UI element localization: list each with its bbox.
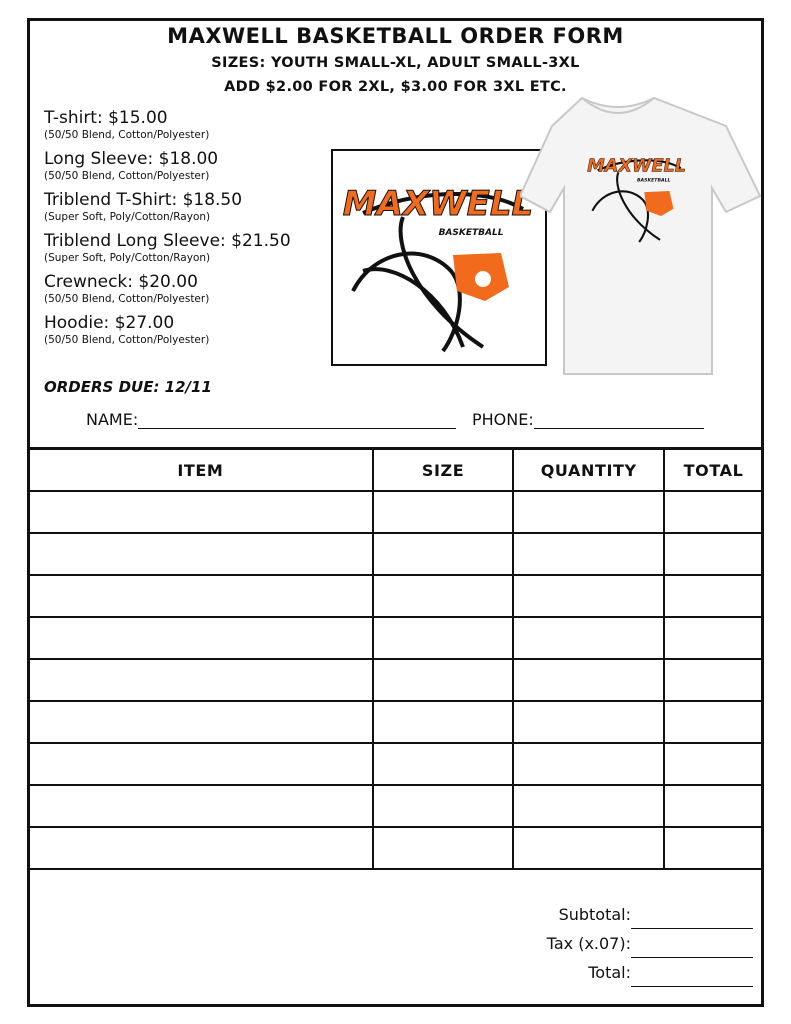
logo-box (331, 149, 547, 366)
price-name: T-shirt: $15.00 (44, 108, 168, 128)
item-cell[interactable] (28, 491, 373, 533)
basketball-logo (333, 151, 544, 363)
sizes-line: SIZES: YOUTH SMALL-XL, ADULT SMALL-3XL (211, 55, 580, 71)
item-cell[interactable] (28, 533, 373, 575)
item-cell[interactable] (28, 743, 373, 785)
total-cell[interactable] (664, 743, 763, 785)
table-row (28, 533, 763, 575)
total-row[interactable] (547, 958, 753, 987)
price-desc: (Super Soft, Poly/Cotton/Rayon) (44, 211, 211, 223)
table-row (28, 785, 763, 827)
price-desc: (50/50 Blend, Cotton/Polyester) (44, 170, 210, 182)
order-table (27, 448, 764, 870)
surcharge-line: ADD $2.00 FOR 2XL, $3.00 FOR 3XL ETC. (224, 79, 567, 95)
shirt-wordmark: MAXWELL (587, 156, 687, 177)
price-desc: (50/50 Blend, Cotton/Polyester) (44, 129, 210, 141)
tax-row[interactable] (547, 929, 753, 958)
item-cell[interactable] (28, 659, 373, 701)
item-cell[interactable] (28, 785, 373, 827)
total-blank[interactable] (631, 970, 753, 987)
name-label: NAME: (86, 410, 139, 429)
quantity-cell[interactable] (513, 743, 664, 785)
header-total: TOTAL (664, 449, 763, 491)
item-cell[interactable] (28, 827, 373, 869)
size-cell[interactable] (373, 827, 514, 869)
price-list (44, 108, 334, 354)
total-cell[interactable] (664, 659, 763, 701)
table-row (28, 743, 763, 785)
size-cell[interactable] (373, 533, 514, 575)
size-cell[interactable] (373, 659, 514, 701)
tax-blank[interactable] (631, 941, 753, 958)
size-cell[interactable] (373, 701, 514, 743)
total-cell[interactable] (664, 785, 763, 827)
price-name: Hoodie: $27.00 (44, 313, 175, 333)
header-item: ITEM (28, 449, 373, 491)
logo-subtext: BASKETBALL (438, 228, 504, 238)
price-desc: (50/50 Blend, Cotton/Polyester) (44, 334, 210, 346)
name-blank[interactable] (138, 412, 456, 429)
quantity-cell[interactable] (513, 491, 664, 533)
name-field[interactable] (86, 410, 456, 429)
price-item (44, 272, 334, 313)
total-cell[interactable] (664, 533, 763, 575)
price-name: Crewneck: $20.00 (44, 272, 198, 292)
price-item (44, 149, 334, 190)
totals-block (547, 900, 753, 987)
shirt-subtext: BASKETBALL (636, 178, 671, 184)
total-cell[interactable] (664, 575, 763, 617)
table-row (28, 659, 763, 701)
tax-label: Tax (x.07): (546, 934, 631, 953)
total-cell[interactable] (664, 617, 763, 659)
price-name: Triblend Long Sleeve: $21.50 (44, 231, 291, 251)
size-cell[interactable] (373, 491, 514, 533)
phone-label: PHONE: (472, 410, 534, 429)
price-item (44, 108, 334, 149)
quantity-cell[interactable] (513, 785, 664, 827)
subtotal-label: Subtotal: (558, 905, 631, 924)
price-item (44, 313, 334, 354)
size-cell[interactable] (373, 617, 514, 659)
table-row (28, 491, 763, 533)
price-desc: (Super Soft, Poly/Cotton/Rayon) (44, 252, 211, 264)
header-size: SIZE (373, 449, 514, 491)
phone-blank[interactable] (534, 412, 704, 429)
price-name: Long Sleeve: $18.00 (44, 149, 219, 169)
table-row (28, 701, 763, 743)
price-item (44, 190, 334, 231)
total-cell[interactable] (664, 701, 763, 743)
header-quantity: QUANTITY (513, 449, 664, 491)
total-cell[interactable] (664, 491, 763, 533)
table-row (28, 617, 763, 659)
quantity-cell[interactable] (513, 659, 664, 701)
phone-field[interactable] (472, 410, 704, 429)
tshirt-icon (520, 88, 765, 383)
quantity-cell[interactable] (513, 533, 664, 575)
quantity-cell[interactable] (513, 575, 664, 617)
orders-due: ORDERS DUE: 12/11 (44, 378, 212, 396)
total-cell[interactable] (664, 827, 763, 869)
size-cell[interactable] (373, 743, 514, 785)
subtotal-blank[interactable] (631, 912, 753, 929)
subtotal-row[interactable] (547, 900, 753, 929)
quantity-cell[interactable] (513, 827, 664, 869)
price-item (44, 231, 334, 272)
tshirt-image (520, 88, 765, 383)
size-cell[interactable] (373, 575, 514, 617)
price-desc: (50/50 Blend, Cotton/Polyester) (44, 293, 210, 305)
quantity-cell[interactable] (513, 617, 664, 659)
logo-wordmark: MAXWELL (342, 184, 534, 224)
quantity-cell[interactable] (513, 701, 664, 743)
price-name: Triblend T-Shirt: $18.50 (44, 190, 243, 210)
item-cell[interactable] (28, 575, 373, 617)
total-label: Total: (588, 963, 631, 982)
table-header-row (28, 449, 763, 491)
table-row (28, 827, 763, 869)
item-cell[interactable] (28, 701, 373, 743)
table-row (28, 575, 763, 617)
item-cell[interactable] (28, 617, 373, 659)
form-title: MAXWELL BASKETBALL ORDER FORM (167, 24, 624, 48)
size-cell[interactable] (373, 785, 514, 827)
